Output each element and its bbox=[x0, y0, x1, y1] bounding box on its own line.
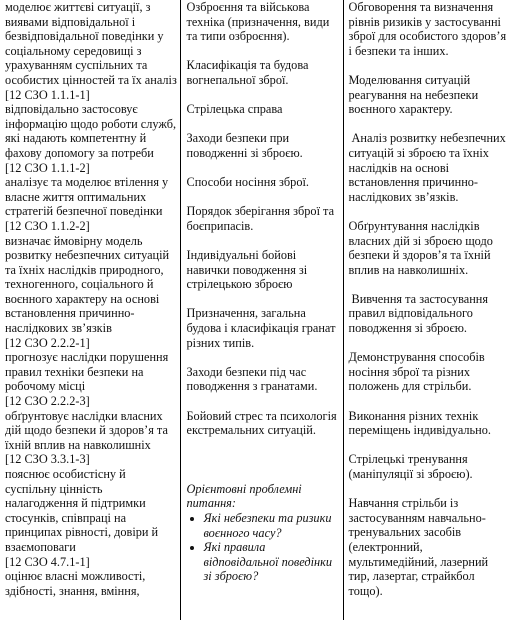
outcome-text: визначає ймовірну модель розвитку небезпечних ситуацій та їхніх наслідків природного, техногенного, соціального й воєнного характеру на основі встановлення причинно-наслідкових зв’язків bbox=[5, 233, 170, 336]
topic-item: Порядок зберігання зброї та боєприпасів. bbox=[186, 204, 335, 233]
outcome-code: [12 СЗО 1.1.1-1] bbox=[5, 87, 90, 102]
outcome-text: оцінює власні можливості, здібності, знання, вміння, bbox=[5, 569, 146, 598]
problem-questions-list bbox=[187, 511, 339, 584]
outcome-code: [12 СЗО 3.3.1-3] bbox=[5, 452, 90, 467]
outcome-text: аналізує та моделює втілення у власне життя оптимальних стратегій безпечної поведінки bbox=[5, 175, 169, 219]
topic-item: Озброєння та військова техніка (призначення, види та типи озброєння). bbox=[186, 0, 330, 44]
outcome-text: пояснює особистісну й суспільну цінність налагодження й підтримки стосунків, співпраці на принципах рівності, довіри й взаємоповаги bbox=[5, 467, 159, 554]
outcome-code: [12 СЗО 1.1.1-2] bbox=[5, 160, 90, 175]
content-topics-column bbox=[180, 0, 343, 620]
problem-question: • Які правила відповідальної поведінки зі зброєю? bbox=[204, 540, 339, 584]
activity-item: Стрілецькі тренування (маніпуляції зі зброєю). bbox=[348, 452, 473, 481]
activity-item: Моделювання ситуацій реагування на небезпеки воєнного характеру. bbox=[348, 72, 479, 117]
topic-item: Заходи безпеки при поводженні зі зброєю. bbox=[186, 131, 303, 160]
activity-item: Навчання стрільби із застосуванням навчально-тренувальних засобів (електронний, мультимедійний, лазерний тир, лазертаг, страйкбол тощо). bbox=[348, 496, 489, 598]
topic-item: Призначення, загальна будова і класифікація гранат різних типів. bbox=[186, 306, 336, 350]
learning-outcomes-column bbox=[0, 0, 180, 620]
outcome-code: [12 СЗО 2.2.2-3] bbox=[5, 394, 90, 409]
activity-item: Вивчення та застосування правил відповідального поводження зі зброєю. bbox=[348, 291, 489, 336]
topic-item: Бойовий стрес та психологія екстремальних ситуацій. bbox=[186, 408, 337, 438]
activity-item: Обговорення та визначення рівнів ризиків у застосуванні зброї для особистого здоров’я і безпеки та інших. bbox=[348, 0, 507, 58]
outcome-text: прогнозує наслідки порушення правил техніки безпеки на робочому місці bbox=[5, 350, 169, 394]
outcome-code: [12 СЗО 1.1.2-2] bbox=[5, 218, 90, 233]
activity-item: Демонстрування способів носіння зброї та різних положень для стрільби. bbox=[348, 350, 485, 394]
outcome-text: відповідально застосовує інформацію щодо роботи служб, які надають компетентну й фахову допомогу за потреби bbox=[5, 102, 177, 160]
activity-item: Аналіз розвитку небезпечних ситуацій зі зброєю та їхніх наслідків на основі встановлення причинно-наслідкових зв’язків. bbox=[348, 131, 506, 204]
problem-question: • Які небезпеки та ризики воєнного часу? bbox=[204, 511, 339, 540]
outcome-text: моделює життєві ситуації, з виявами відповідальної і безвідповідальної поведінки у соціальному середовищі з урахуванням суспільних та особистих цінностей та їх аналіз bbox=[5, 0, 177, 87]
topic-item: Способи носіння зброї. bbox=[186, 175, 309, 190]
problem-questions-heading: Орієнтовні проблемні питання: bbox=[186, 481, 302, 511]
topic-item: Стрілецька справа bbox=[186, 102, 283, 117]
outcome-text: обґрунтовує наслідки власних дій щодо безпеки й здоров’я та їхній вплив на навколишніх bbox=[5, 408, 168, 452]
topic-item: Заходи безпеки під час поводження з гранатами. bbox=[186, 364, 318, 394]
topic-item: Класифікація та будова вогнепальної зброї. bbox=[186, 58, 309, 87]
activity-item: Обґрунтування наслідків власних дій зі зброєю щодо безпеки й здоров’я та їхній вплив на навколишніх. bbox=[348, 218, 493, 277]
outcome-code: [12 СЗО 4.7.1-1] bbox=[5, 554, 90, 569]
outcome-code: [12 СЗО 2.2.2-1] bbox=[5, 335, 90, 350]
activities-column bbox=[343, 0, 514, 620]
topic-item: Індивідуальні бойові навички поводження зі стрілецькою зброєю bbox=[186, 248, 308, 292]
activity-item: Виконання різних технік переміщень індивідуально. bbox=[348, 408, 491, 438]
